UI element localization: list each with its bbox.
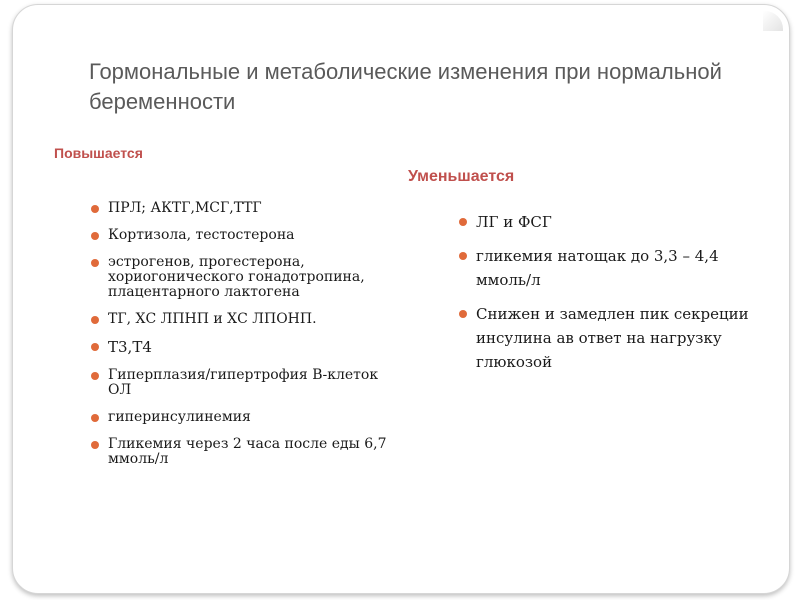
bullet-icon xyxy=(91,343,99,351)
bullet-icon xyxy=(459,218,467,226)
bullet-icon xyxy=(91,232,99,240)
list-item xyxy=(108,437,403,467)
decreases-list xyxy=(476,210,761,384)
list-item-text: эстрогенов, прогестерона, хориогонического гонадотропина, плацентарного лактогена xyxy=(108,254,365,300)
list-item-text: гиперинсулинемия xyxy=(108,409,251,425)
list-item-text: Гликемия через 2 часа после еды 6,7 ммоль/л xyxy=(108,436,387,467)
bullet-icon xyxy=(91,316,99,324)
slide-corner-decoration xyxy=(763,11,783,31)
list-item xyxy=(108,312,403,327)
list-item xyxy=(476,244,761,292)
list-item-text: Кортизола, тестостерона xyxy=(108,227,295,243)
bullet-icon xyxy=(91,259,99,267)
list-item xyxy=(108,339,403,356)
list-item xyxy=(108,255,403,300)
bullet-icon xyxy=(459,310,467,318)
list-item xyxy=(476,210,761,234)
bullet-icon xyxy=(91,414,99,422)
list-item xyxy=(476,302,761,374)
list-item-text: ПРЛ; АКТГ,МСГ,ТТГ xyxy=(108,200,262,216)
list-item xyxy=(108,410,403,425)
increases-heading: Повышается xyxy=(54,145,143,161)
bullet-icon xyxy=(91,441,99,449)
list-item-text: Т3,Т4 xyxy=(108,338,152,356)
slide xyxy=(12,4,790,594)
bullet-icon xyxy=(459,252,467,260)
list-item xyxy=(108,201,403,216)
list-item-text: ТГ, ХС ЛПНП и ХС ЛПОНП. xyxy=(108,311,317,327)
bullet-icon xyxy=(91,372,99,380)
increases-list xyxy=(108,201,403,479)
list-item xyxy=(108,228,403,243)
bullet-icon xyxy=(91,205,99,213)
list-item-text: ЛГ и ФСГ xyxy=(476,213,552,231)
list-item xyxy=(108,368,403,398)
list-item-text: Гиперплазия/гипертрофия В-клеток ОЛ xyxy=(108,367,379,398)
decreases-heading: Уменьшается xyxy=(408,168,515,185)
slide-title: Гормональные и метаболические изменения при нормальной беременности xyxy=(89,59,722,114)
list-item-text: Снижен и замедлен пик секреции инсулина ав ответ на нагрузку глюкозой xyxy=(476,305,749,371)
list-item-text: гликемия натощак до 3,3 – 4,4 ммоль/л xyxy=(476,247,719,289)
